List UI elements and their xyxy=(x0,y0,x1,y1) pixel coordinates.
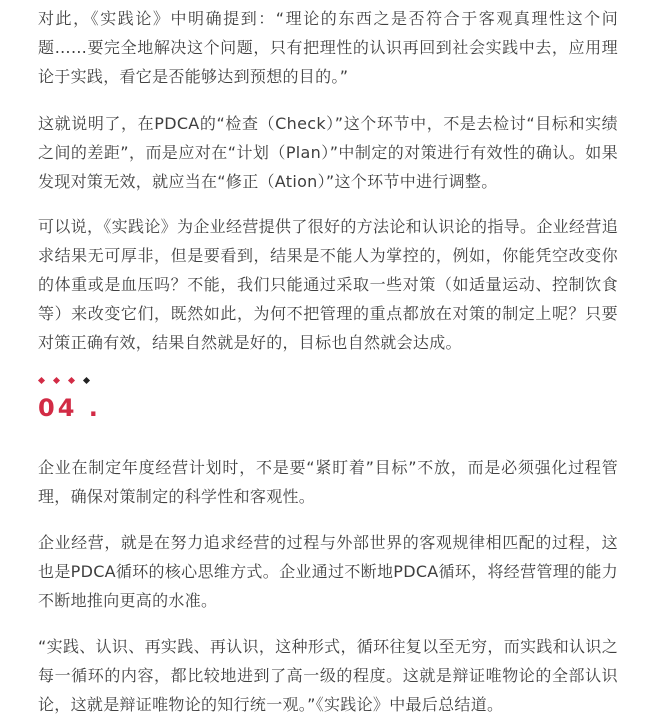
decorative-dots xyxy=(39,376,99,386)
paragraph-5: 企业经营，就是在努力追求经营的过程与外部世界的客观规律相匹配的过程，这也是PDCA循环的核心思维方式。企业通过不断地PDCA循环，将经营管理的能力不断地推向更高的水准。 xyxy=(38,533,618,610)
diamond-icon xyxy=(68,377,75,384)
paragraph-1: 对此，《实践论》中明确提到：“理论的东西之是否符合于客观真理性这个问题……要完全地解决这个问题，只有把理性的认识再回到社会实践中去，应用理论于实践，看它是否能够达到预想的目的。” xyxy=(38,9,618,86)
diamond-icon xyxy=(83,377,90,384)
diamond-icon xyxy=(38,377,45,384)
section-number: 04 . xyxy=(38,394,101,422)
paragraph-4: 企业在制定年度经营计划时，不是要“紧盯着”目标”不放，而是必须强化过程管理，确保对策制定的科学性和客观性。 xyxy=(38,458,618,506)
section-marker xyxy=(38,376,238,426)
diamond-icon xyxy=(53,377,60,384)
paragraph-6: “实践、认识、再实践、再认识，这种形式，循环往复以至无穷，而实践和认识之每一循环的内容，都比较地进到了高一级的程度。这就是辩证唯物论的全部认识论，这就是辩证唯物论的知行统一观。”《实践论》中最后总结道。 xyxy=(38,637,618,714)
paragraph-2: 这就说明了，在PDCA的“检查（Check）”这个环节中，不是去检讨“目标和实绩之间的差距”，而是应对在“计划（Plan）”中制定的对策进行有效性的确认。如果发现对策无效，就应当在“修正（Ation）”这个环节中进行调整。 xyxy=(38,114,618,191)
paragraph-3: 可以说，《实践论》为企业经营提供了很好的方法论和认识论的指导。企业经营追求结果无可厚非，但是要看到，结果是不能人为掌控的，例如，你能凭空改变你的体重或是血压吗？不能，我们只能通过采取一些对策（如适量运动、控制饮食等）来改变它们，既然如此，为何不把管理的重点都放在对策的制定上呢？只要对策正确有效，结果自然就是好的，目标也自然就会达成。 xyxy=(38,217,618,352)
